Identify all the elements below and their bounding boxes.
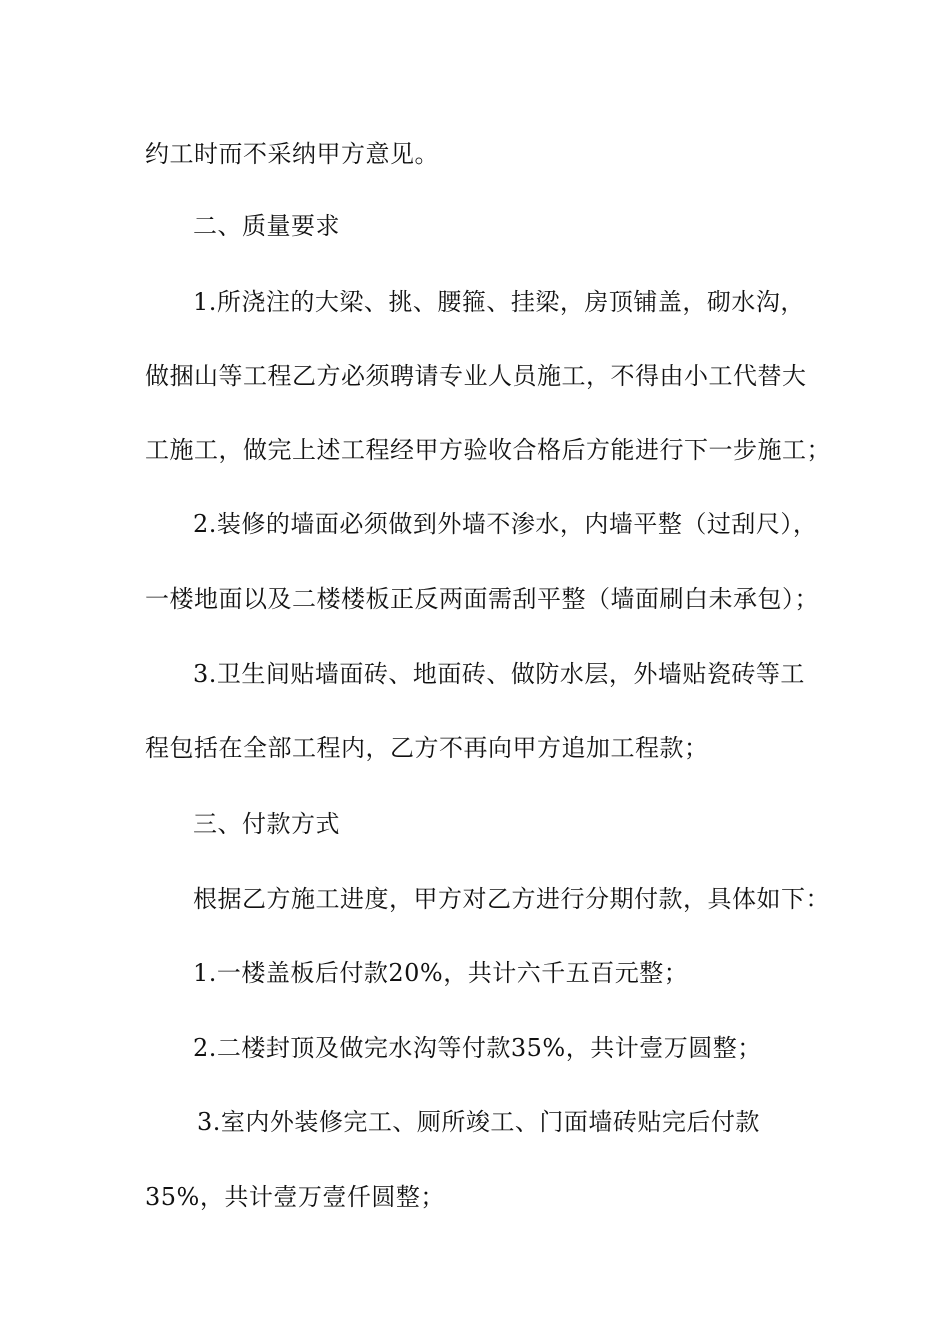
paragraph-line: 约工时而不采纳甲方意见。 — [145, 140, 439, 168]
paragraph-line: 2.二楼封顶及做完水沟等付款35%，共计壹万圆整； — [193, 1034, 762, 1062]
paragraph-line: 一楼地面以及二楼楼板正反两面需刮平整（墙面刷白未承包）； — [145, 585, 819, 613]
paragraph-line: 1.所浇注的大梁、挑、腰箍、挂梁，房顶铺盖，砌水沟， — [193, 288, 805, 316]
paragraph-line: 1.一楼盖板后付款20%，共计六千五百元整； — [193, 959, 689, 987]
paragraph-line: 35%，共计壹万壹仟圆整； — [145, 1183, 445, 1211]
paragraph-line: 2.装修的墙面必须做到外墙不渗水，内墙平整（过刮尺）， — [193, 510, 818, 538]
paragraph-line: 3.卫生间贴墙面砖、地面砖、做防水层，外墙贴瓷砖等工 — [193, 660, 805, 688]
paragraph-line: 程包括在全部工程内，乙方不再向甲方追加工程款； — [145, 734, 709, 762]
paragraph-line: 工施工，做完上述工程经甲方验收合格后方能进行下一步施工； — [145, 436, 831, 464]
paragraph-line: 3.室内外装修完工、厕所竣工、门面墙砖贴完后付款 — [197, 1108, 760, 1136]
paragraph-line: 做捆山等工程乙方必须聘请专业人员施工，不得由小工代替大 — [145, 362, 807, 390]
section-heading-payment: 三、付款方式 — [193, 810, 340, 838]
section-heading-quality: 二、质量要求 — [193, 212, 340, 240]
paragraph-line: 根据乙方施工进度，甲方对乙方进行分期付款，具体如下： — [193, 885, 830, 913]
